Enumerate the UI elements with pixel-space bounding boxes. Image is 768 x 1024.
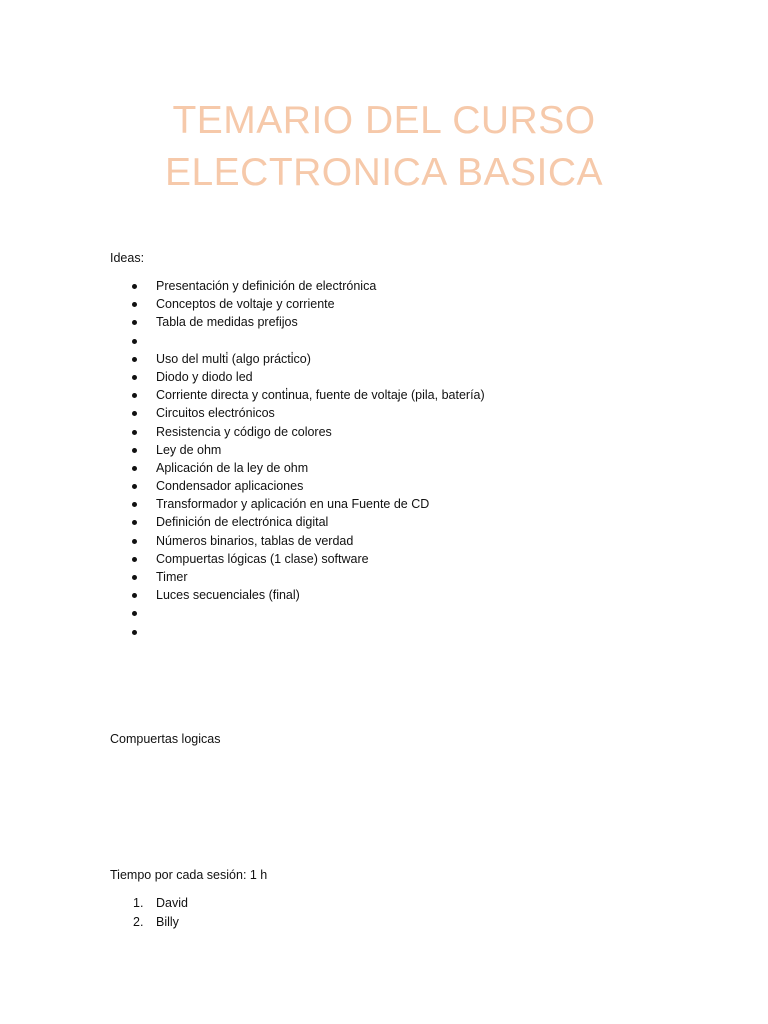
ideas-list-item [0,277,768,295]
ideas-list-item-text: Uso del multi̇ (algo prácti̇co) [156,351,311,366]
ideas-list-item [0,532,768,550]
list-number: 2. [133,914,144,929]
bullet-icon [132,611,137,616]
ideas-list-item [0,295,768,313]
bullet-icon [132,466,137,471]
bullet-icon [132,375,137,380]
ideas-list-item-text: Números binarios, tablas de verdad [156,533,354,548]
ideas-list-item [0,368,768,386]
ideas-list-item [0,550,768,568]
numbered-list-item-text: Billy [156,914,179,929]
ideas-list-item [0,441,768,459]
ideas-list-item-text: Compuertas lógicas (1 clase) software [156,551,369,566]
bullet-icon [132,448,137,453]
ideas-list-item-text: Tabla de medidas prefijos [156,315,298,330]
ideas-list-item [0,477,768,495]
bullet-icon [132,502,137,507]
ideas-heading: Ideas: [110,251,145,265]
ideas-list-item-text: Definición de electrónica digital [156,515,329,530]
bullet-icon [132,320,137,325]
ideas-list-item [0,459,768,477]
ideas-list-item [0,404,768,422]
bullet-icon [132,593,137,598]
bullet-icon [132,393,137,398]
bullet-icon [132,302,137,307]
ideas-list-item-text: Condensador aplicaciones [156,479,304,494]
ideas-list-item-text: Transformador y aplicación en una Fuente de CD [156,497,430,512]
bullet-icon [132,520,137,525]
ideas-list-item [0,495,768,513]
bullet-icon [132,430,137,435]
ideas-list-item-text: Timer [156,570,188,584]
bullet-icon [132,357,137,362]
numbered-list-item [0,913,768,932]
presenter-numbered-list [0,894,768,931]
ideas-list-item [0,350,768,368]
ideas-list-item-text: Circuitos electrónicos [156,406,275,421]
session-time-heading: Tiempo por cada sesión: 1 h [110,868,268,882]
ideas-list-item [0,568,768,586]
ideas-list-item [0,332,768,350]
document-title [0,95,768,199]
numbered-list-item-text: David [156,896,188,910]
ideas-list-item-text: Conceptos de voltaje y corriente [156,297,335,312]
ideas-list-item [0,513,768,531]
ideas-list-item [0,623,768,641]
ideas-list-item [0,423,768,441]
bullet-icon [132,630,137,635]
ideas-list-item [0,586,768,604]
ideas-list-item-text: Luces secuenciales (final) [156,588,300,603]
ideas-list-item [0,604,768,622]
ideas-list-item-text: Presentación y definición de electrónica [156,279,377,293]
bullet-icon [132,575,137,580]
compuertas-heading: Compuertas logicas [110,732,221,746]
ideas-list-item-text: Aplicación de la ley de ohm [156,460,309,475]
title-line-1: TEMARIO DEL CURSO [172,99,596,142]
bullet-icon [132,411,137,416]
ideas-list-item-text: Ley de ohm [156,442,222,457]
title-line-2: ELECTRONICA BASICA [164,151,604,194]
ideas-list-item [0,313,768,331]
bullet-icon [132,339,137,344]
bullet-icon [132,284,137,289]
bullet-icon [132,557,137,562]
numbered-list-item [0,894,768,913]
bullet-icon [132,484,137,489]
list-number: 1. [133,896,144,910]
bullet-icon [132,539,137,544]
ideas-bullet-list [0,277,768,641]
ideas-list-item-text: Corriente directa y conti̇nua, fuente de voltaje (pila, batería) [156,388,485,403]
ideas-list-item [0,386,768,404]
ideas-list-item-text: Resistencia y código de colores [156,424,332,439]
ideas-list-item-text: Diodo y diodo led [156,369,253,384]
